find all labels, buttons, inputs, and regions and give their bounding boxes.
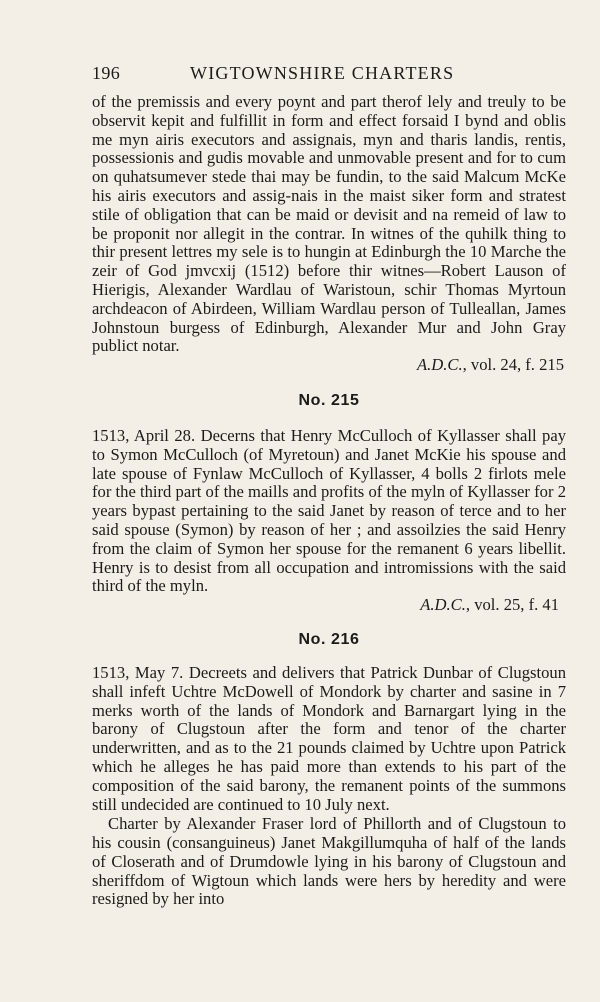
entry-paragraph: 1513, May 7. Decreets and delivers that Patrick Dunbar of Clugstoun shall infeft Uchtre McDowell of Mondork by charter and sasine in 7 merks worth of the lands of Mondork and Barnargart lying in the barony of Clugstoun after the form and tenor of the charter underwritten, and as to the 21 pounds claimed by Uchtre upon Patrick which he alleges he has paid more than extends to his part of the composition of the said barony, the remanent points of the summons still undecided are continued to 10 July next. bbox=[92, 662, 566, 814]
entry-paragraph: 1513, April 28. Decerns that Henry McCulloch of Kyllasser shall pay to Symon McCulloch (of Myretoun) and Janet McKie his spouse and late spouse of Fynlaw McCulloch of Kyllasser, 4 bolls 2 firlots mele for the third part of the maills and profits of the myln of Kyllasser for 2 years bypast pertaining to the said Janet by reason of terce and to her said spouse (Symon) by reason of her ; and assoilzies the said Henry from the claim of Symon her spouse for the remanent 6 years libellit. Henry is to desist from all occupation and intromissions with the said third of the myln. bbox=[92, 425, 566, 596]
entry-number: No. 215 bbox=[298, 391, 360, 409]
opening-paragraph: of the premissis and every poynt and part therof lely and treuly to be observit kepit and fulfillit in form and effect forsaid I bynd and oblis me myn airis executors and assignais, myn and tharis landis, rentis, possessionis and gudis movable and unmovable present and for to cum on quhatsumever stede thai may be fundin, to the said Malcum McKe his airis executors and assig-nais in the maist siker form and stratest stile of obligation that can be maid or devisit and na remeid of law to be proponit nor allegit in the contrar. In witnes of the quhilk thing to thir present lettres my sele is to hungin at Edinburgh the 10 Marche the zeir of God jmvcxij (1512) before thir witnes—Robert Lauson of Hierigis, Alexander Wardlau of Waristoun, schir Thomas Myrtoun archdeacon of Abirdeen, William Wardlau person of Tulleallan, James Johnstoun burgess of Edinburgh, Alexander Mur and John Gray publict notar. bbox=[92, 92, 566, 356]
entry-number: No. 216 bbox=[298, 630, 360, 648]
reference-line bbox=[92, 356, 566, 375]
page-number: 196 bbox=[92, 63, 121, 83]
running-header bbox=[92, 60, 566, 86]
reference-source: A.D.C. bbox=[416, 355, 463, 375]
charter-paragraph: Charter by Alexander Fraser lord of Phillorth and of Clugstoun to his cousin (consanguineus) Janet Makgillumquha of half of the lands of Closerath and of Drumdowle lying in his barony of Clugstoun and sheriffdom of Wigtoun which lands were hers by heredity and were resigned by her into bbox=[92, 814, 566, 909]
running-title: WIGTOWNSHIRE CHARTERS bbox=[190, 63, 455, 83]
reference-source: A.D.C. bbox=[420, 595, 466, 615]
book-page bbox=[92, 60, 566, 909]
reference-line bbox=[92, 596, 566, 615]
reference-volume: , vol. 24, f. 215 bbox=[462, 355, 564, 375]
reference-volume: , vol. 25, f. 41 bbox=[465, 595, 559, 615]
